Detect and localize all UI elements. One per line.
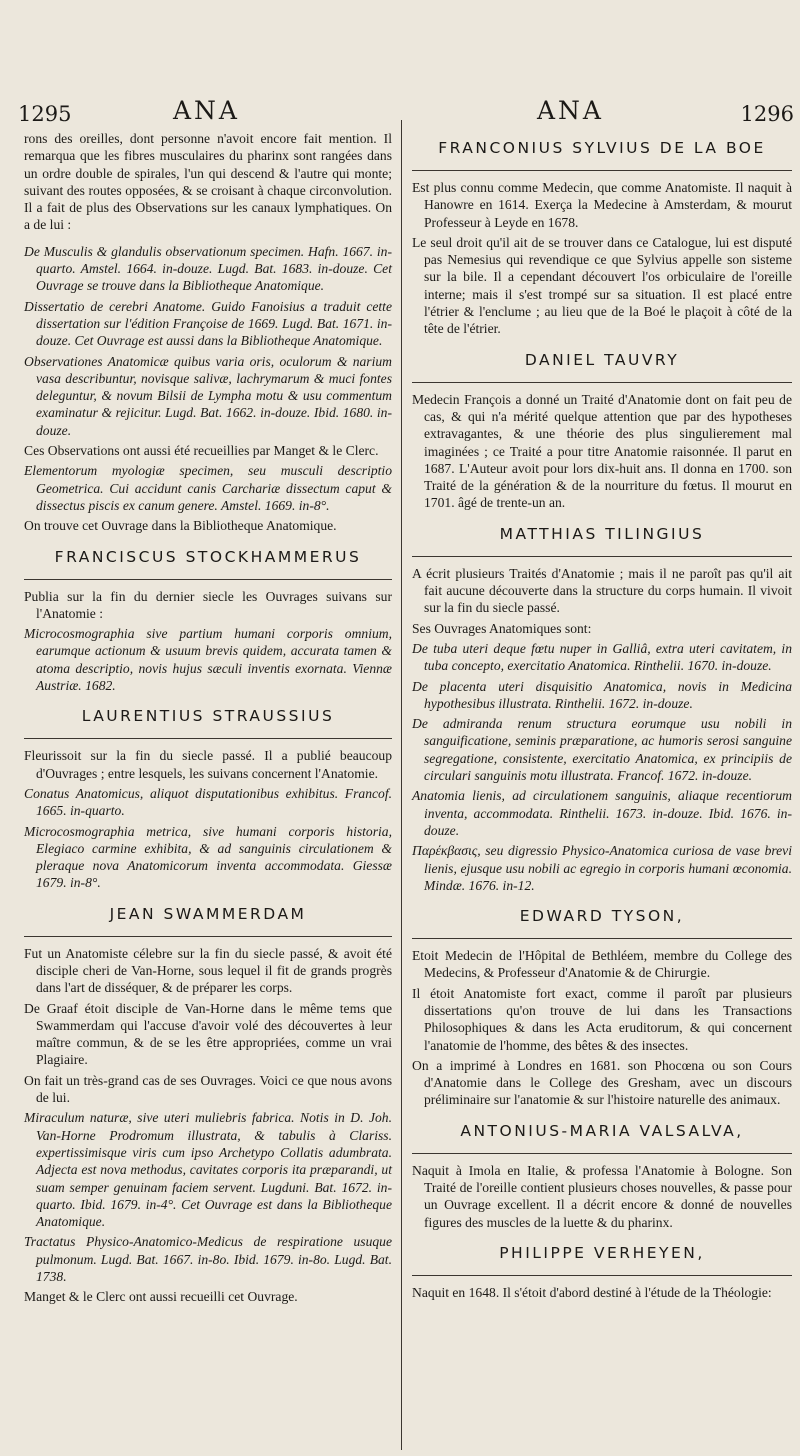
bibliography-entry: De Musculis & glandulis observationum specimen. Hafn. 1667. in-quarto. Amstel. 1664. in-douze. Lugd. Bat. 1683. in-douze. Cet Ouvrage se trouve dans la Bibliotheque Anatomique.: [24, 243, 392, 294]
paragraph: On fait un très-grand cas de ses Ouvrages. Voici ce que nous avons de lui.: [24, 1072, 392, 1106]
bibliography-entry: Observationes Anatomicæ quibus varia oris, oculorum & narium vasa describuntur, novisque salivæ, lachrymarum & muci fontes deleguntur, & novum Bilsii de Lympha motu & usu commentum examinatur & rejicitur. Lugd. Bat. 1662. in-douze. Ibid. 1680. in-douze.: [24, 353, 392, 438]
heading-rule: [412, 1275, 792, 1276]
heading-rule: [412, 382, 792, 383]
right-page-header: [400, 96, 800, 126]
paragraph: Fut un Anatomiste célebre sur la fin du siecle passé, & avoit été disciple cheri de Van-Horne, sous lequel il fit de grands progrès dans l'art de disséquer, & de préparer les corps.: [24, 945, 392, 996]
section-heading: LAURENTIUS STRAUSSIUS: [81, 707, 335, 726]
bibliography-entry: Miraculum naturæ, sive uteri muliebris fabrica. Notis in D. Joh. Van-Horne Prodromum illustrata, & tabulis à Clariss. expertissimisque viris cum ipso Archetypo Collatis adumbrata. Adjecta est nova methodus, cavitates corporis ita præparandi, ut suam semper genuinam faciem servent. Lugduni. Bat. 1672. in-quarto. Ibid. 1679. in-4°. Cet Ouvrage est dans la Bibliotheque Anatomique.: [24, 1110, 392, 1230]
section-heading: EDWARD TYSON,: [519, 907, 685, 926]
left-column: [24, 130, 392, 1309]
heading-rule: [412, 170, 792, 171]
paragraph: De Graaf étoit disciple de Van-Horne dans le même tems que Swammerdam qui l'accuse d'avoir volé des découvertes à leur maître commun, & de se les être appropriées, comme un vrai Plagiaire.: [24, 1000, 392, 1068]
bibliography-entry: De tuba uteri deque fœtu nuper in Galliâ, extra uteri cavitatem, in tuba concepto, exercitatio Anatomica. Rinthelii. 1670. in-douze.: [412, 640, 792, 674]
paragraph: On a imprimé à Londres en 1681. son Phocœna ou son Cours d'Anatomie dans le College des Gresham, avec un discours préliminaire sur l'anatomie & sur l'histoire naturelle des animaux.: [412, 1057, 792, 1108]
left-page-number: 1295: [18, 102, 72, 126]
section-heading: JEAN SWAMMERDAM: [109, 904, 307, 923]
bibliography-entry: Microcosmographia metrica, sive humani corporis historia, Elegiaco carmine exhibita, & ad sanguinis circulationem & pleraque nova Anatomicorum inventa accommodata. Giessæ 1679. in-8°.: [24, 823, 392, 891]
paragraph: Manget & le Clerc ont aussi recueilli cet Ouvrage.: [24, 1289, 298, 1305]
heading-rule: [412, 556, 792, 557]
paragraph: Naquit en 1648. Il s'étoit d'abord destiné à l'étude de la Théologie:: [412, 1284, 772, 1300]
heading-rule: [24, 936, 392, 937]
paragraph: On trouve cet Ouvrage dans la Bibliotheque Anatomique.: [24, 518, 337, 534]
section-heading: ANTONIUS-MARIA VALSALVA,: [460, 1121, 744, 1140]
paragraph: rons des oreilles, dont personne n'avoit encore fait mention. Il remarqua que les fibres musculaires du pharinx sont rangées dans un ordre double de spirales, l'un qui descend & l'autre qui monte; suivant des routes opposées, & se croisant à chaque circonvolution. Il a fait de plus des Observations sur les canaux lymphatiques. On a de lui :: [24, 131, 392, 233]
paragraph: Etoit Medecin de l'Hôpital de Bethléem, membre du College des Medecins, & Professeur d'Anatomie & de Chirurgie.: [412, 948, 792, 981]
bibliography-entry: Dissertatio de cerebri Anatome. Guido Fanoisius a traduit cette dissertation sur l'édition Françoise de 1669. Lugd. Bat. 1671. in-douze. Cet Ouvrage est aussi dans la Bibliotheque Anatomique.: [24, 298, 392, 349]
paragraph: Fleurissoit sur la fin du siecle passé. Il a publié beaucoup d'Ouvrages ; entre lesquels, les suivans concernent l'Anatomie.: [24, 748, 392, 781]
heading-rule: [412, 938, 792, 939]
paragraph: Medecin François a donné un Traité d'Anatomie dont on fait peu de cas, & qui n'a mérité quelque attention que par des hypotheses extravagantes, & une théorie des plus singulierement mal imaginées ; ce Traité a pour titre Anatomie raisonnée. Il parut en 1687. L'Auteur avoit pour lors dix-huit ans. Il donna en 1700. son Traité de la génération & de la nourriture du fœtus. Il mourut en 1701. âgé de trente-un an.: [412, 391, 792, 511]
bibliography-entry: Anatomia lienis, ad circulationem sanguinis, aliaque recentiorum inventa, accommodata. Rinthelii. 1673. in-douze. Ibid. 1676. in-douze.: [412, 788, 792, 838]
bibliography-entry: De placenta uteri disquisitio Anatomica, novis in Medicina hypothesibus illustrata. Rinthelii. 1672. in-douze.: [412, 678, 792, 711]
left-page-header: [0, 96, 400, 126]
paragraph: Naquit à Imola en Italie, & professa l'Anatomie à Bologne. Son Traité de l'oreille contient plusieurs choses nouvelles, & passe pour un Ouvrage excellent. Il a décrit encore & donné de nouvelles figures des muscles de la luette & du pharinx.: [412, 1162, 792, 1230]
heading-rule: [24, 738, 392, 739]
section-heading: FRANCISCUS STOCKHAMMERUS: [54, 547, 362, 566]
paragraph: A écrit plusieurs Traités d'Anatomie ; mais il ne paroît pas qu'il ait fait aucune découverte dans la structure du corps humain. Il vivoit sur la fin du siecle passé.: [412, 565, 792, 616]
bibliography-entry: De admiranda renum structura eorumque usu nobili in sanguificatione, seminis præparatione, ac humoris serosi sanguine segregatione, consistente, exercitatio Anatomica, ex principiis de circulari sanguinis motu illustrata. Francof. 1672. in-douze.: [412, 716, 792, 784]
paragraph: Il étoit Anatomiste fort exact, comme il paroît par plusieurs dissertations qu'on trouve de lui dans les Transactions Philosophiques & dans les Acta eruditorum, & qui concernent l'anatomie de l'homme, des bêtes & des insectes.: [412, 985, 792, 1053]
right-page-number: 1296: [740, 102, 794, 126]
bibliography-entry: Elementorum myologiæ specimen, seu musculi descriptio Geometrica. Cui accidunt canis Carchariæ dissectum caput & dissectus piscis ex canum genere. Amstel. 1669. in-8°.: [24, 463, 392, 513]
paragraph: Ces Observations ont aussi été recueillies par Manget & le Clerc.: [24, 443, 379, 459]
bibliography-entry: Tractatus Physico-Anatomico-Medicus de respiratione usuque pulmonum. Lugd. Bat. 1667. in-8o. Ibid. 1679. in-8o. Lugd. Bat. 1738.: [24, 1234, 392, 1285]
heading-rule: [24, 579, 392, 580]
right-running-head: ANA: [537, 96, 604, 125]
left-running-head: ANA: [173, 96, 240, 125]
column-divider: [401, 120, 402, 1450]
section-heading: FRANCONIUS SYLVIUS DE LA BOE: [438, 139, 766, 157]
section-heading: PHILIPPE VERHEYEN,: [499, 1243, 705, 1262]
bibliography-entry: Conatus Anatomicus, aliquot disputationibus exhibitus. Francof. 1665. in-quarto.: [24, 785, 392, 819]
section-heading: DANIEL TAUVRY: [524, 350, 680, 369]
section-heading: MATTHIAS TILINGIUS: [499, 524, 705, 543]
bibliography-entry: Παρέκβασις, seu digressio Physico-Anatomica curiosa de vase brevi lienis, ejusque usu nobili ac egregio in corporis humani œconomia. Mindæ. 1676. in-12.: [412, 843, 792, 893]
heading-rule: [412, 1153, 792, 1154]
paragraph: Est plus connu comme Medecin, que comme Anatomiste. Il naquit à Hanowre en 1614. Exerça la Medecine à Amsterdam, & mourut Professeur à Leyde en 1678.: [412, 180, 792, 230]
paragraph: Le seul droit qu'il ait de se trouver dans ce Catalogue, lui est disputé pas Nemesius qui revendique ce que Sylvius appelle son sisteme sur la bile. Il a cependant découvert l'os orbiculaire de l'oreille interne; mais il s'est trompé sur sa situation. Il est placé entre l'étrier & l'enclume ; au lieu que de la Boé le plaçoit à côté de la tête de l'étrier.: [412, 234, 792, 337]
paragraph: Ses Ouvrages Anatomiques sont:: [412, 620, 592, 636]
right-column: [412, 130, 792, 1304]
paragraph: Publia sur la fin du dernier siecle les Ouvrages suivans sur l'Anatomie :: [24, 588, 392, 621]
bibliography-entry: Microcosmographia sive partium humani corporis omnium, earumque actionum & usuum brevis quidem, accurata tamen & atoma descriptio, novis hujus sæculi inventis exornata. Viennæ Austriæ. 1682.: [24, 626, 392, 694]
